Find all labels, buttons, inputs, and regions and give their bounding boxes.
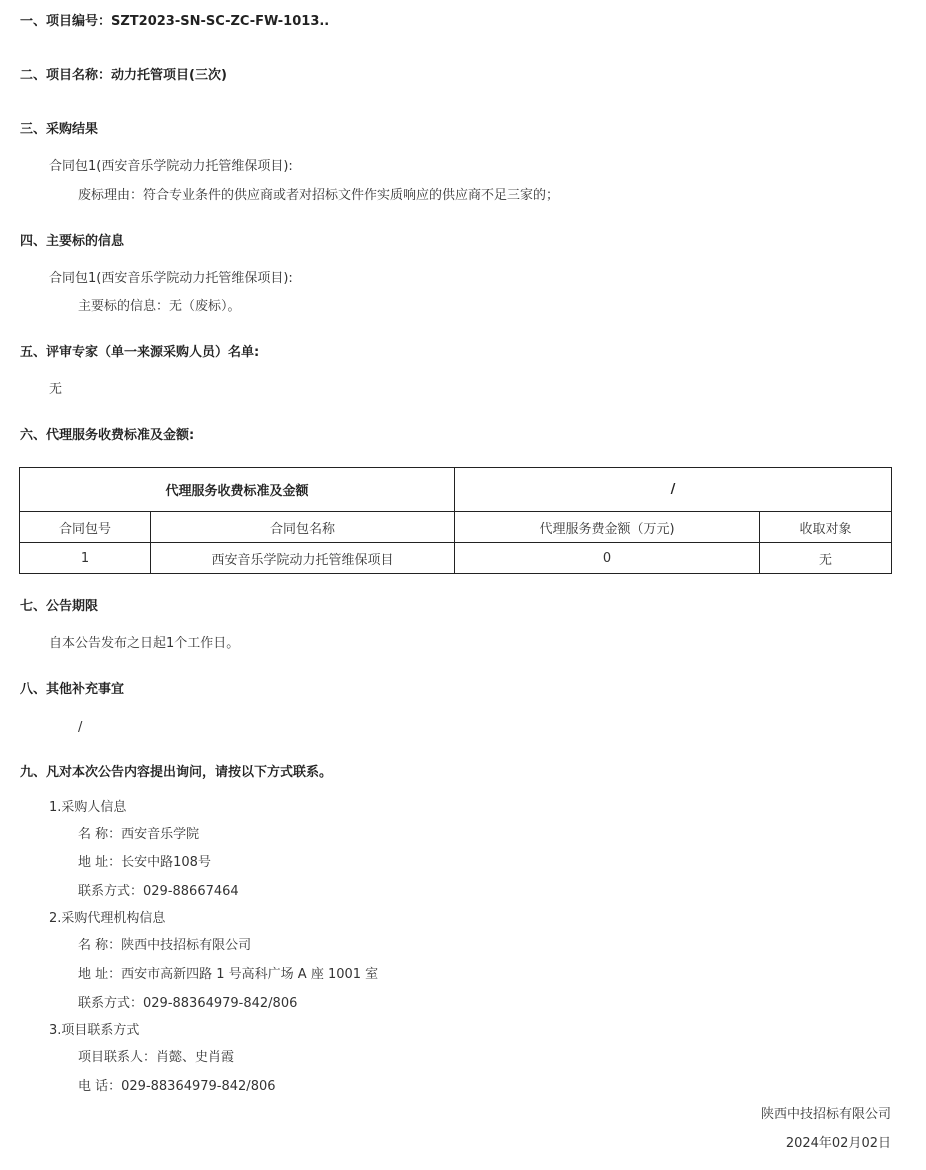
header-fee-amount: 代理服务费金额（万元) (455, 512, 760, 543)
header-payer: 收取对象 (760, 512, 892, 543)
fee-table (19, 467, 892, 574)
project-number-value: SZT2023-SN-SC-ZC-FW-1013.. (111, 14, 330, 29)
signature-org: 陕西中技招标有限公司 (760, 1107, 891, 1122)
other-matters-value: / (78, 720, 83, 735)
agent-phone: 联系方式：029-88364979-842/806 (78, 996, 298, 1011)
project-name-label: 二、项目名称： (20, 68, 112, 83)
cell-package-name: 西安音乐学院动力托管维保项目 (151, 543, 455, 574)
result-package: 合同包1(西安音乐学院动力托管维保项目): (49, 159, 293, 174)
subject-package: 合同包1(西安音乐学院动力托管维保项目): (49, 271, 293, 286)
project-contact-title: 3.项目联系方式 (49, 1023, 140, 1038)
experts-value: 无 (49, 382, 63, 397)
result-detail: 废标理由：符合专业条件的供应商或者对招标文件作实质响应的供应商不足三家的； (78, 188, 560, 203)
section-other-matters-heading: 八、其他补充事宜 (20, 682, 125, 697)
project-contact-phone: 电 话：029-88364979-842/806 (78, 1079, 276, 1094)
fee-table-title-left: 代理服务收费标准及金额 (20, 468, 455, 512)
agent-info-title: 2.采购代理机构信息 (49, 911, 166, 926)
cell-package-no: 1 (20, 543, 151, 574)
section-main-subject-heading: 四、主要标的信息 (20, 234, 125, 249)
cell-fee-amount: 0 (455, 543, 760, 574)
project-name-value: 动力托管项目(三次) (111, 68, 227, 83)
fee-table-header-row (20, 512, 892, 543)
section-procurement-result-heading: 三、采购结果 (20, 122, 99, 137)
section-contact-heading: 九、凡对本次公告内容提出询问，请按以下方式联系。 (20, 765, 333, 780)
project-number-label: 一、项目编号： (20, 14, 112, 29)
section-project-number (20, 13, 329, 31)
subject-detail: 主要标的信息：无（废标）。 (78, 299, 241, 314)
signature-date: 2024年02月02日 (785, 1136, 891, 1151)
header-package-name: 合同包名称 (151, 512, 455, 543)
fee-table-title-right: / (455, 468, 892, 512)
project-contact-person: 项目联系人：肖懿、史肖霞 (78, 1050, 235, 1065)
fee-table-title-row (20, 468, 892, 512)
section-fee-heading: 六、代理服务收费标准及金额: (20, 428, 195, 443)
buyer-name: 名 称：西安音乐学院 (78, 827, 200, 842)
section-notice-period-heading: 七、公告期限 (20, 599, 99, 614)
section-experts-heading: 五、评审专家（单一来源采购人员）名单: (20, 345, 260, 360)
notice-period-value: 自本公告发布之日起1个工作日。 (49, 636, 240, 651)
buyer-info-title: 1.采购人信息 (49, 800, 127, 815)
agent-address: 地 址：西安市高新四路 1 号高科广场 A 座 1001 室 (78, 967, 379, 982)
cell-payer: 无 (760, 543, 892, 574)
table-row (20, 543, 892, 574)
buyer-phone: 联系方式：029-88667464 (78, 884, 239, 899)
buyer-address: 地 址：长安中路108号 (78, 855, 211, 870)
header-package-no: 合同包号 (20, 512, 151, 543)
agent-name: 名 称：陕西中技招标有限公司 (78, 938, 252, 953)
section-project-name (20, 67, 227, 85)
